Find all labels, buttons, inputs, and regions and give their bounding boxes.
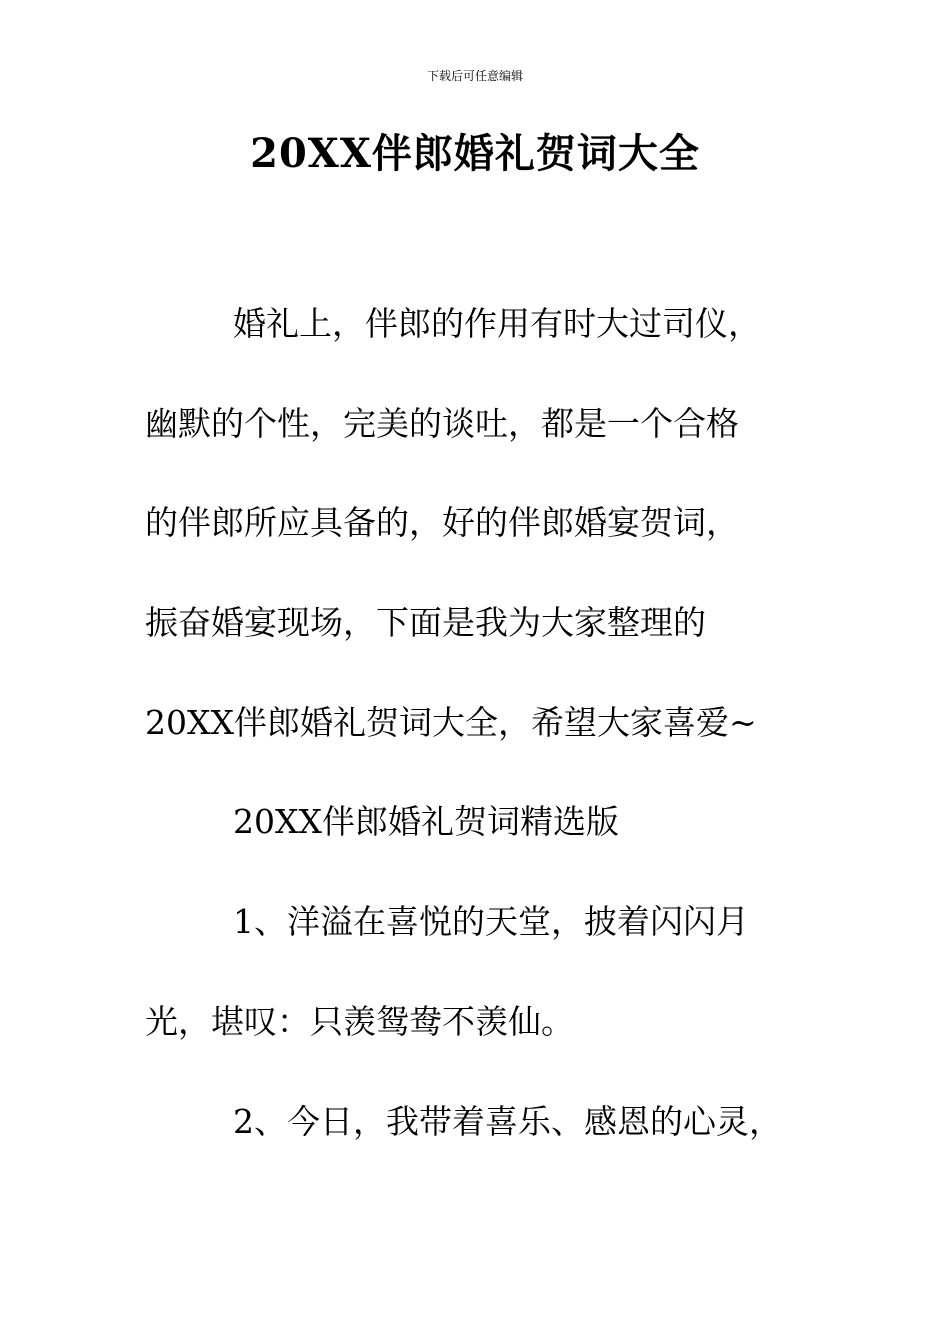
paragraph-line-4: 振奋婚宴现场，下面是我为大家整理的 [145, 603, 706, 642]
paragraph-line-1: 婚礼上，伴郎的作用有时大过司仪， [233, 304, 761, 343]
paragraph-line-2: 幽默的个性，完美的谈吐，都是一个合格 [145, 404, 739, 443]
paragraph-line-5: 20XX伴郎婚礼贺词大全，希望大家喜爱~ [145, 703, 757, 742]
document-title: 20XX伴郎婚礼贺词大全 [250, 130, 700, 177]
paragraph-line-3: 的伴郎所应具备的，好的伴郎婚宴贺词， [145, 503, 739, 542]
list-item-1-line-1: 1、洋溢在喜悦的天堂，披着闪闪月 [233, 902, 749, 941]
section-heading: 20XX伴郎婚礼贺词精选版 [233, 802, 619, 841]
list-item-1-line-2: 光，堪叹：只羡鸳鸯不羡仙。 [145, 1002, 574, 1041]
header-note: 下载后可任意编辑 [426, 69, 523, 83]
list-item-2-line-1: 2、今日，我带着喜乐、感恩的心灵， [233, 1102, 782, 1141]
